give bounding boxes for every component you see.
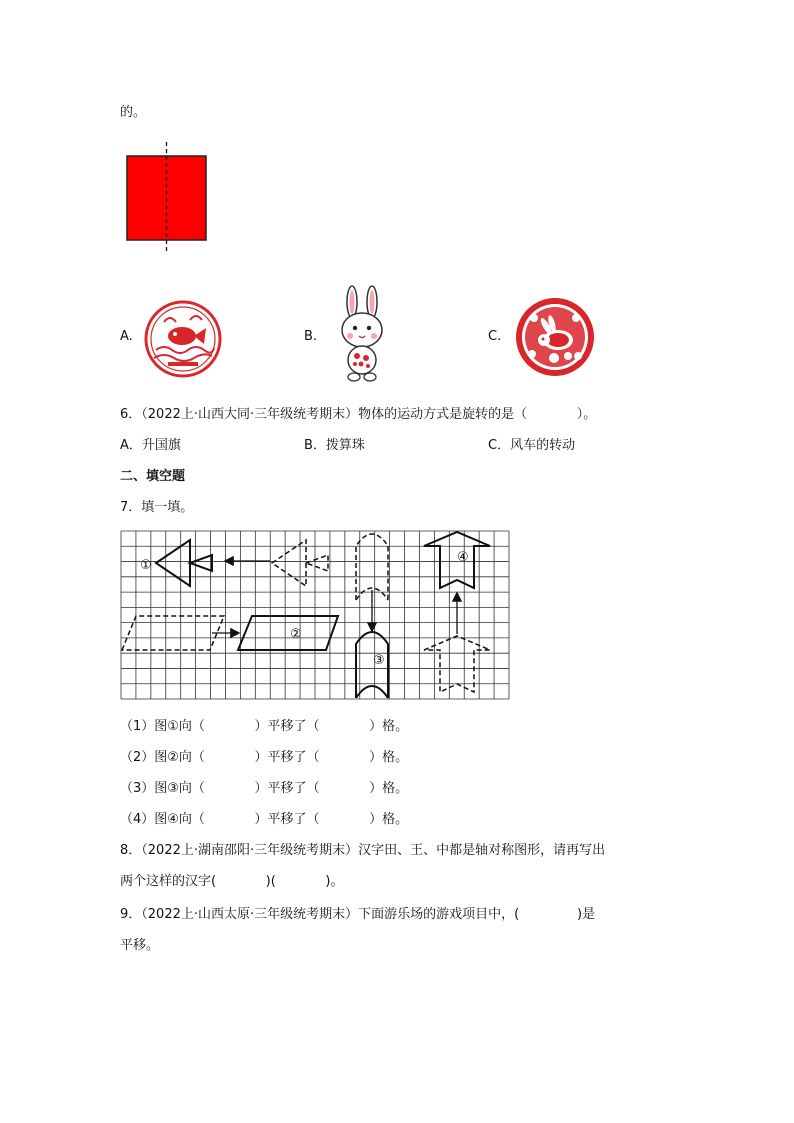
- red-rectangle-figure: [120, 140, 220, 258]
- q6-option-a: A．升国旗: [120, 438, 181, 453]
- q9-line-2: 平移。: [120, 938, 160, 953]
- figure-1-dashed-triangle: [272, 540, 306, 586]
- figure-3-arch-bottom: [356, 686, 388, 698]
- papercut-rabbit-image: [514, 296, 596, 378]
- q7-sub-3: （3）图③向（ ）平移了（ ）格。: [120, 781, 409, 796]
- q9-line-1: 9．（2022上·山西太原·三年级统考期末）下面游乐场的游戏项目中，( )是: [120, 907, 596, 922]
- figure-1-dashed-small-triangle: [306, 555, 328, 571]
- q8-line-1: 8．（2022上·湖南邵阳·三年级统考期末）汉字田、王、中都是轴对称图形，请再写出: [120, 843, 606, 858]
- q7-stem: 7．填一填。: [120, 500, 194, 515]
- translation-grid-figure: [120, 530, 510, 700]
- figure-label-1: ①: [140, 558, 152, 573]
- option-c-label: C.: [488, 329, 502, 344]
- figure-1-large-triangle: [156, 540, 190, 586]
- option-b-label: B.: [304, 329, 318, 344]
- q6-stem: 6．（2022上·山西大同·三年级统考期末）物体的运动方式是旋转的是（ ）。: [120, 407, 597, 422]
- figure-label-3: ③: [373, 653, 385, 668]
- q7-sub-2: （2）图②向（ ）平移了（ ）格。: [120, 750, 409, 765]
- option-a-label: A.: [120, 329, 133, 344]
- rabbit-image: [332, 284, 392, 384]
- figure-1-small-triangle: [190, 555, 212, 571]
- top-text: 的。: [120, 105, 147, 120]
- q6-option-c: C．风车的转动: [488, 438, 576, 453]
- section-title: 二、填空题: [120, 469, 186, 484]
- figure-2-dashed-parallelogram: [122, 616, 224, 650]
- papercut-fish-image: [144, 300, 222, 378]
- q7-sub-4: （4）图④向（ ）平移了（ ）格。: [120, 812, 409, 827]
- figure-2-parallelogram: [238, 616, 338, 650]
- q8-line-2: 两个这样的汉字( )( )。: [120, 874, 344, 889]
- q7-sub-1: （1）图①向（ ）平移了（ ）格。: [120, 719, 409, 734]
- figure-label-4: ④: [457, 550, 469, 565]
- figure-label-2: ②: [290, 627, 302, 642]
- q6-option-b: B．拨算珠: [304, 438, 365, 453]
